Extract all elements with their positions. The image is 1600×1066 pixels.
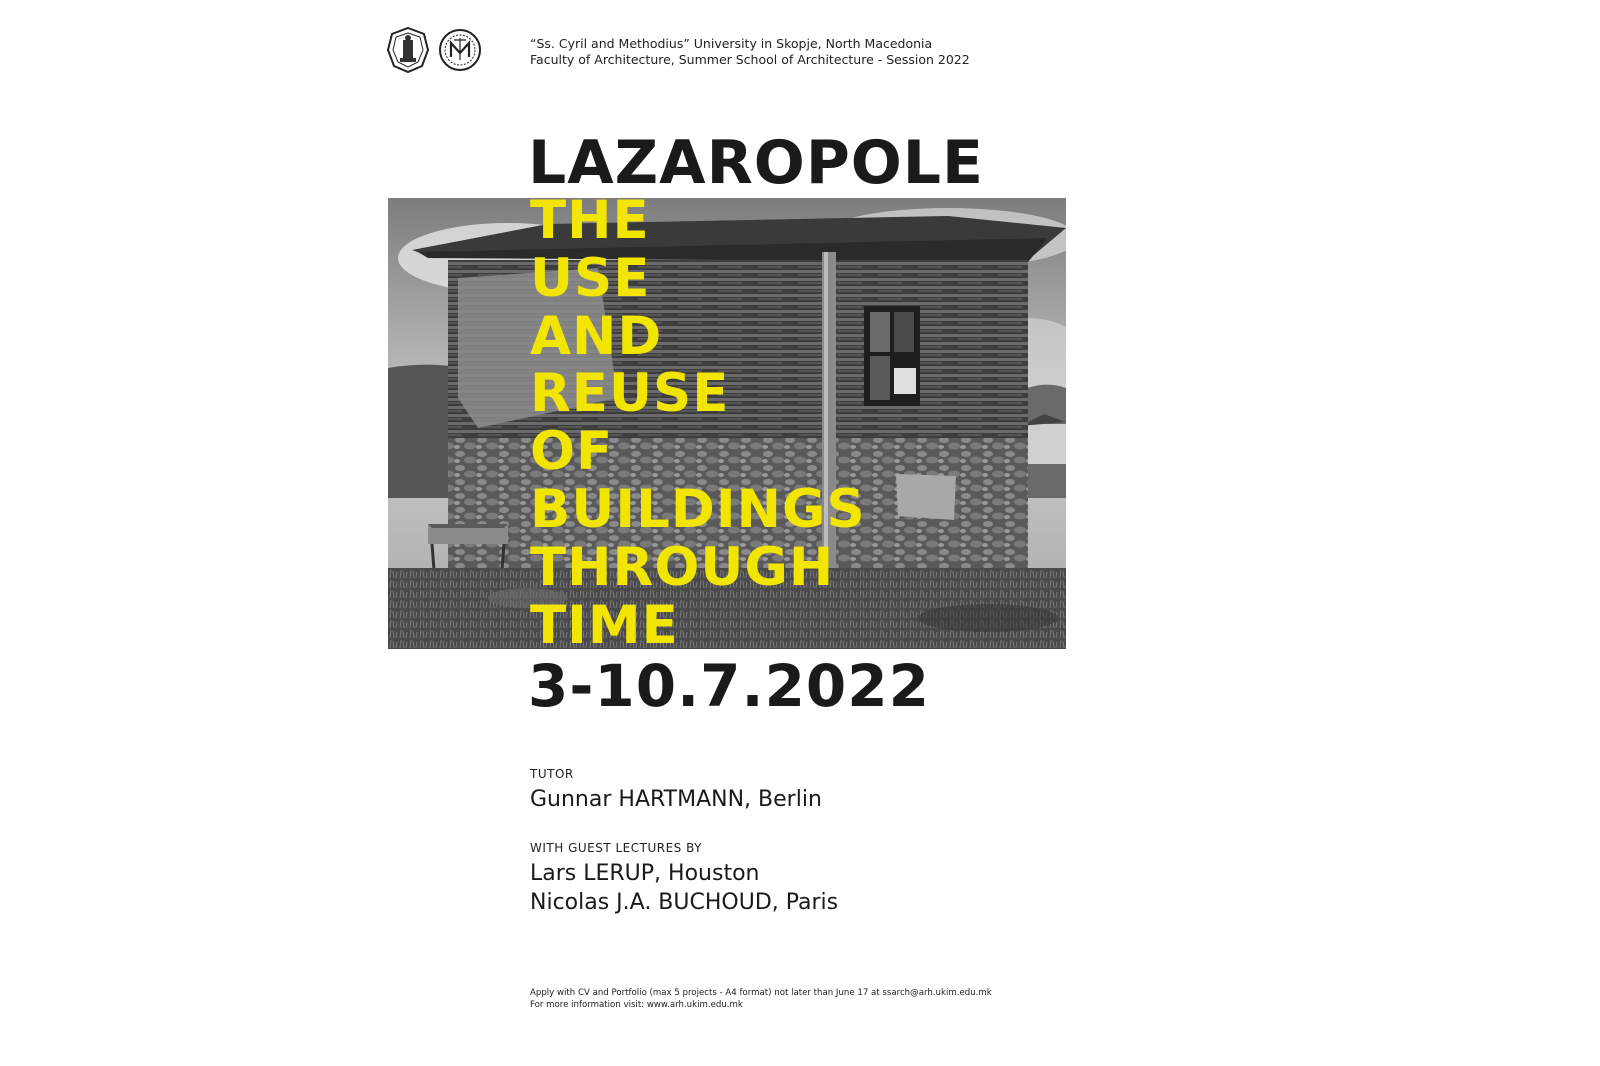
event-dates: 3-10.7.2022 xyxy=(528,652,930,720)
subtitle-line: TIME xyxy=(530,594,679,656)
more-info-line: For more information visit: www.arh.ukim.edu.mk xyxy=(530,1000,743,1010)
subtitle-line: USE xyxy=(530,247,651,309)
institution-header xyxy=(530,36,970,68)
poster-subtitle xyxy=(530,192,866,654)
subtitle-line: OF xyxy=(530,421,614,483)
institution-line-1: “Ss. Cyril and Methodius” University in Skopje, North Macedonia xyxy=(530,36,933,51)
subtitle-line: REUSE xyxy=(530,363,730,425)
university-seal-icon xyxy=(386,26,430,74)
institution-line-2: Faculty of Architecture, Summer School of Architecture - Session 2022 xyxy=(530,52,970,67)
subtitle-line: THE xyxy=(530,190,650,251)
application-instructions: Apply with CV and Portfolio (max 5 projects - A4 format) not later than June 17 at ssarch@arh.ukim.edu.mk xyxy=(530,988,992,998)
subtitle-line: BUILDINGS xyxy=(530,478,866,540)
application-info xyxy=(530,987,992,1011)
subtitle-line: AND xyxy=(530,305,663,367)
poster-title: LAZAROPOLE xyxy=(528,128,985,198)
guest-lecturer-name: Lars LERUP, Houston xyxy=(530,861,760,886)
guest-lecturer-name: Nicolas J.A. BUCHOUD, Paris xyxy=(530,890,839,915)
subtitle-line: THROUGH xyxy=(530,536,835,598)
tutor-name: Gunnar HARTMANN, Berlin xyxy=(530,787,822,812)
faculty-seal-icon xyxy=(438,26,482,74)
guest-lectures-label: WITH GUEST LECTURES BY xyxy=(530,841,703,855)
tutor-label: TUTOR xyxy=(530,767,574,781)
